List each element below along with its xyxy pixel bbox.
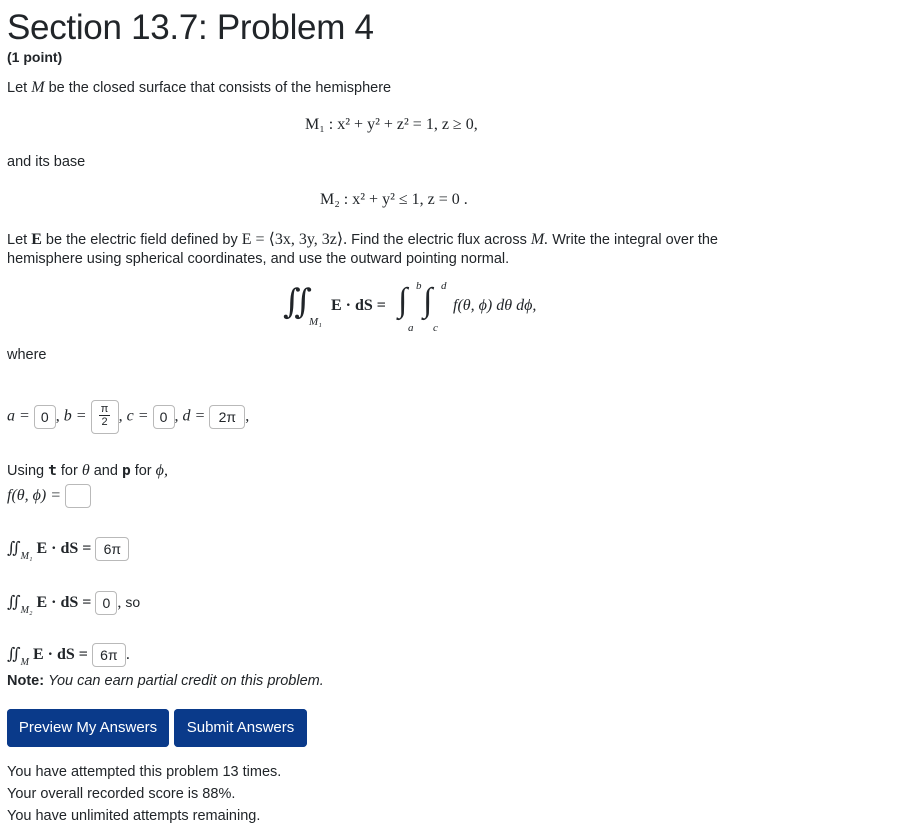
using-theta: θ: [81, 462, 90, 479]
flux-M1-label: E · dS =: [36, 540, 92, 557]
bound-c-label: c =: [126, 407, 149, 425]
flux-M1-row: [7, 536, 129, 570]
intro-suffix: be the closed surface that consists of the hemisphere: [48, 80, 392, 96]
efield-suffix: Find the electric flux across: [351, 232, 527, 248]
f-label: f(θ, ϕ) =: [7, 487, 62, 504]
bound-d-input[interactable]: 2π: [209, 405, 245, 429]
status-attempted: You have attempted this problem 13 times.: [7, 764, 282, 780]
bound-d-label: d =: [182, 407, 206, 425]
using-phi: ϕ,: [155, 462, 168, 479]
integral-sub-M1: M₁: [309, 316, 322, 328]
f-row: [7, 483, 91, 509]
double-integral-sign: ∬: [283, 284, 312, 321]
efield-line2: hemisphere using spherical coordinates, and use the outward pointing normal.: [7, 251, 510, 267]
integral-equation: [283, 282, 583, 332]
efield-end: Write the integral over the: [552, 232, 718, 248]
preview-answers-button[interactable]: Preview My Answers: [7, 709, 169, 747]
using-p: p: [121, 463, 131, 479]
using-text1: Using: [7, 463, 45, 479]
flux-M-label: E · dS =: [32, 646, 88, 663]
flux-M-row: $∬_M$ E · dS = 6π .: [7, 642, 130, 676]
f-input[interactable]: [65, 484, 91, 508]
integral-lhs: E · dS =: [331, 297, 386, 314]
flux-M2-after: so: [125, 594, 141, 610]
efield-mid: be the electric field defined by: [45, 232, 238, 248]
flux-M2-integral-sign: ∬: [7, 594, 21, 611]
note-label: Note:: [7, 673, 45, 689]
using-text4: for: [134, 463, 152, 479]
bound-b-input[interactable]: [91, 400, 119, 434]
flux-M1-sub: M₁: [20, 551, 33, 562]
bounds-row: a = 0 , b = $\frac{\pi}{2}$ , c = 0 , d = 2π ,: [7, 400, 249, 434]
intro-prefix: Let: [7, 80, 28, 96]
efield-def: E = ⟨3x, 3y, 3z⟩.: [241, 231, 348, 248]
bound-b-label: b =: [63, 407, 87, 425]
flux-M2-row: $∬_{M_2}$ E · dS = 0 , so: [7, 589, 140, 624]
flux-M-input[interactable]: 6π: [92, 643, 126, 667]
flux-M1-integral-sign: ∬: [7, 540, 21, 557]
and-base-text: and its base: [7, 154, 86, 170]
using-text2: for: [60, 463, 78, 479]
flux-M-sub: M: [20, 657, 29, 668]
bound-b-denominator: 2: [101, 416, 108, 428]
bound-b-numerator: π: [100, 403, 109, 415]
using-text3: and: [93, 463, 118, 479]
page-title: Section 13.7: Problem 4: [7, 8, 374, 47]
integral-upper-d: d: [441, 280, 447, 292]
using-line: [7, 462, 168, 480]
efield-line1: [7, 229, 718, 249]
status-score: Your overall recorded score is 88%.: [7, 786, 236, 802]
note: [7, 673, 324, 689]
flux-M2-input[interactable]: 0: [95, 591, 117, 615]
bound-a-input[interactable]: 0: [34, 405, 56, 429]
flux-M2-label: E · dS =: [36, 594, 92, 611]
integral-lower-c: c: [433, 322, 438, 334]
integral-lower-a: a: [408, 322, 414, 334]
integral-rhs: f(θ, ϕ) dθ dϕ,: [453, 297, 537, 314]
note-text: You can earn partial credit on this problem.: [48, 673, 324, 689]
integral-upper-b: b: [416, 280, 422, 292]
efield-E: E: [31, 231, 42, 248]
intro-text: [7, 79, 391, 97]
bound-c-input[interactable]: 0: [153, 405, 175, 429]
integral-sign-outer: ∫: [398, 282, 408, 319]
flux-M-integral-sign: ∬: [7, 646, 21, 663]
flux-M1-input[interactable]: 6π: [95, 537, 129, 561]
where-text: where: [7, 347, 47, 363]
equation-M2: M₂ : x² + y² ≤ 1, z = 0 .: [320, 191, 468, 208]
flux-M2-sub: M₂: [20, 605, 33, 616]
bound-a-label: a =: [7, 407, 30, 425]
submit-answers-button[interactable]: Submit Answers: [174, 709, 307, 747]
efield-prefix: Let: [7, 232, 28, 248]
using-t: t: [48, 463, 57, 479]
status-remaining: You have unlimited attempts remaining.: [7, 808, 261, 824]
points-label: (1 point): [7, 49, 63, 65]
bound-b-fraction: [99, 403, 111, 428]
integral-sign-inner: ∫: [423, 282, 433, 319]
intro-M: M: [31, 79, 45, 96]
equation-M1: M₁ : x² + y² + z² = 1, z ≥ 0,: [305, 116, 478, 133]
efield-M: M.: [530, 231, 549, 248]
